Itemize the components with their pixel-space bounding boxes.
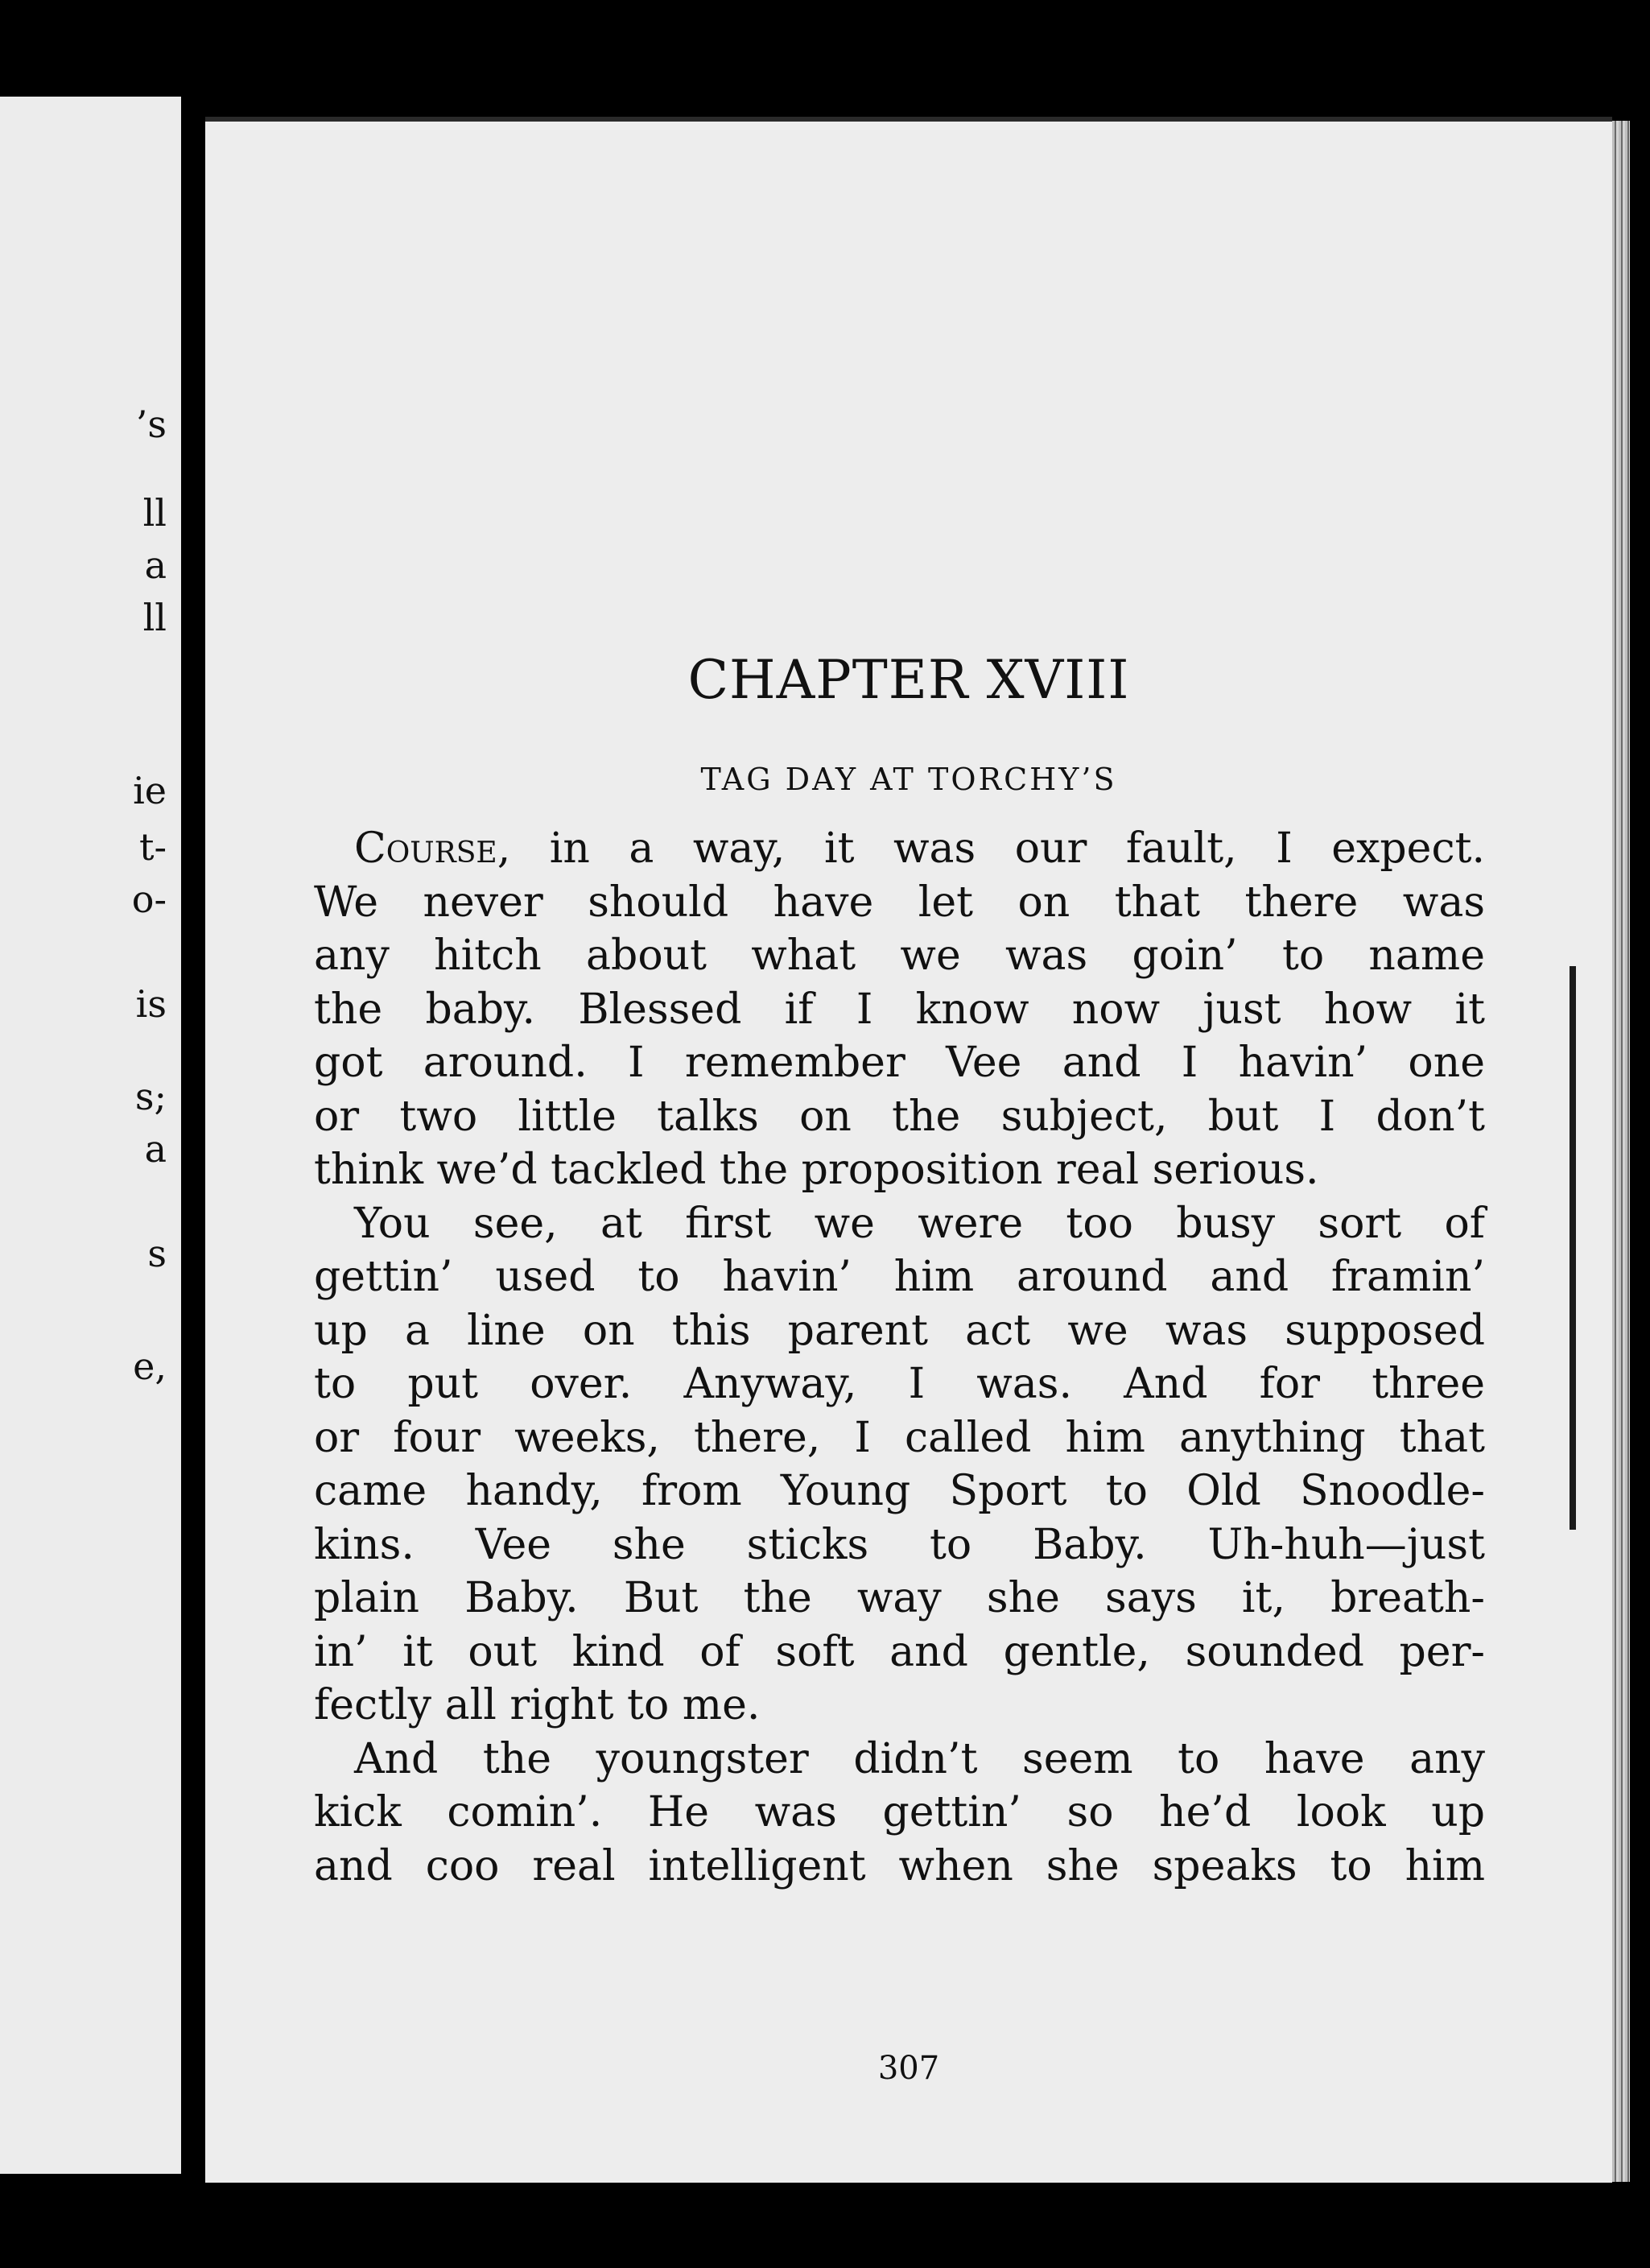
chapter-subtitle: TAG DAY AT TORCHY’S [700, 762, 1117, 797]
left-page-fragment: a [144, 543, 167, 587]
text-line-rest: in a way, it was our fault, I expect. [510, 824, 1485, 873]
body-text [314, 822, 1485, 1893]
text-line: came handy, from Young Sport to Old Snoodle- [314, 1467, 1485, 1515]
text-line: fectly all right to me. [314, 1681, 761, 1729]
left-page-fragment: ll [142, 491, 167, 535]
text-line: plain Baby. But the way she says it, breath- [314, 1574, 1485, 1622]
text-line: up a line on this parent act we was supposed [314, 1306, 1485, 1355]
left-facing-page [0, 97, 181, 2174]
left-page-fragment: e, [133, 1345, 167, 1388]
book-page [205, 117, 1612, 2183]
text-line: and coo real intelligent when she speaks to him [314, 1841, 1485, 1890]
left-page-fragment: ie [133, 769, 167, 812]
page-number: 307 [877, 2050, 940, 2087]
text-line: think we’d tackled the proposition real serious. [314, 1146, 1319, 1194]
left-page-fragment: o- [131, 878, 167, 921]
text-line: got around. I remember Vee and I havin’ one [314, 1039, 1485, 1087]
text-line: the baby. Blessed if I know now just how it [314, 985, 1485, 1034]
text-line: gettin’ used to havin’ him around and framin’ [314, 1253, 1485, 1301]
chapter-title: CHAPTER XVIII [687, 649, 1130, 711]
left-page-fragment: s [147, 1232, 167, 1275]
text-line: You see, at first we were too busy sort of [354, 1199, 1485, 1248]
left-page-fragment: a [144, 1127, 167, 1171]
text-line: in’ it out kind of soft and gentle, sounded per- [314, 1627, 1485, 1676]
page-edge-shadow [1570, 966, 1576, 1530]
text-line: or two little talks on the subject, but I don’t [314, 1092, 1485, 1141]
text-line [314, 822, 1485, 876]
left-page-fragment: ll [142, 596, 167, 639]
text-line: And the youngster didn’t seem to have any [354, 1734, 1485, 1783]
text-line: or four weeks, there, I called him anything that [314, 1413, 1485, 1462]
left-page-fragment: t- [138, 825, 167, 869]
left-page-fragment: ’s [135, 403, 167, 446]
text-line: any hitch about what we was goin’ to name [314, 932, 1485, 980]
text-line: to put over. Anyway, I was. And for three [314, 1360, 1485, 1408]
left-page-fragment: s; [134, 1075, 167, 1118]
text-line: kick comin’. He was gettin’ so he’d look up [314, 1788, 1485, 1836]
opening-word: Course, [354, 824, 511, 873]
left-page-fragment: is [135, 982, 167, 1026]
text-line: kins. Vee she sticks to Baby. Uh-huh—just [314, 1520, 1485, 1569]
text-line: We never should have let on that there was [314, 878, 1485, 927]
page-edge [1612, 121, 1630, 2182]
